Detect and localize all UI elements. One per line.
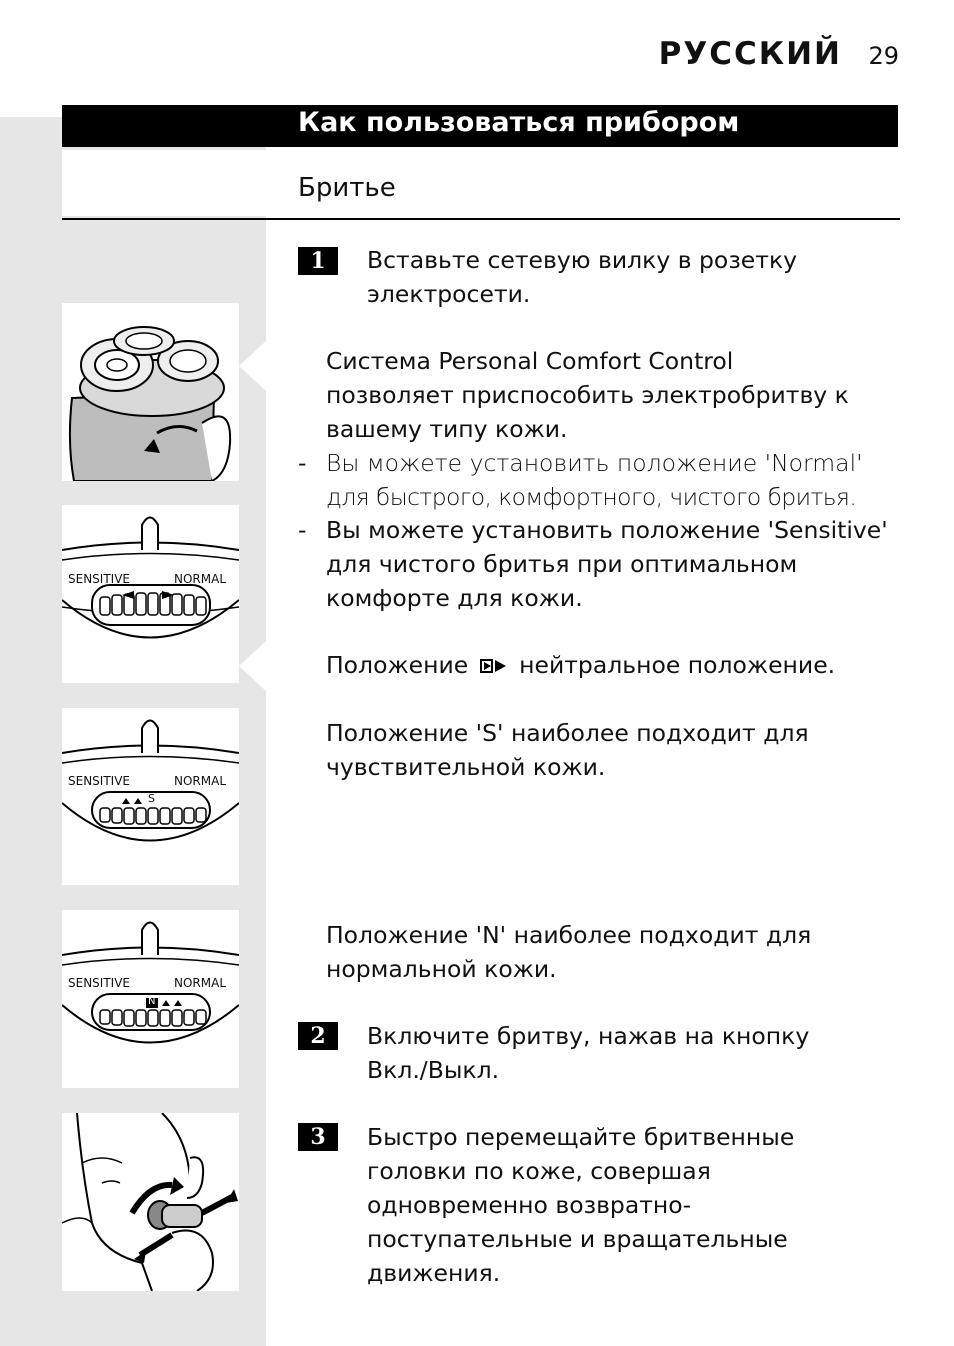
bullet-line: для быстрого, комфортного, чистого бритья. (326, 483, 857, 511)
step-1-text (367, 243, 797, 311)
callout-pointer (239, 340, 267, 392)
step-2-line: Включите бритву, нажав на кнопку (367, 1022, 810, 1050)
neutral-label: Положение (326, 651, 469, 679)
step-1-line: электросети. (367, 280, 531, 308)
neutral-position-icon (480, 658, 508, 674)
bullet-dash: - (298, 516, 307, 544)
s-position-text (326, 716, 809, 784)
step-3-line: головки по коже, совершая (367, 1157, 711, 1185)
dial-label-sensitive: SENSITIVE (68, 572, 130, 586)
dial-label-sensitive: SENSITIVE (68, 774, 130, 788)
callout-pointer (239, 640, 267, 692)
divider-rule (62, 218, 900, 220)
dial-s-illustration (62, 708, 239, 885)
pcc-line: вашему типу кожи. (326, 415, 568, 443)
neutral-position-text (326, 648, 835, 682)
bullet-line: комфорте для кожи. (326, 584, 583, 612)
step-3-text (367, 1120, 794, 1290)
dial-n-illustration (62, 910, 239, 1088)
step-3-line: Быстро перемещайте бритвенные (367, 1123, 795, 1151)
step-3-line: поступательные и вращательные (367, 1225, 788, 1253)
section-title: Как пользоваться прибором (298, 107, 740, 138)
shaver-dial-illustration (62, 303, 239, 481)
face-shaving-icon (62, 1113, 239, 1291)
shaver-head-icon (62, 303, 239, 481)
face-shaving-illustration (62, 1113, 239, 1291)
dial-label-normal: NORMAL (174, 774, 227, 788)
sub-heading: Бритье (298, 173, 396, 203)
pcc-line: позволяет приспособить электробритву к (326, 381, 849, 409)
language-title: РУССКИЙ (658, 36, 842, 72)
step-2-line: Вкл./Выкл. (367, 1056, 500, 1084)
n-position-text (326, 918, 811, 986)
neutral-desc: нейтральное положение. (519, 651, 836, 679)
dial-neutral-illustration (62, 505, 239, 683)
dial-mark-n: N (148, 996, 156, 1007)
dial-label-normal: NORMAL (174, 572, 227, 586)
s-position-line: чувствительной кожи. (326, 753, 606, 781)
s-position-line: Положение 'S' наиболее подходит для (326, 719, 809, 747)
pcc-paragraph (326, 344, 849, 446)
dial-mark-s: S (148, 792, 155, 805)
bullet-line: Вы можете установить положение 'Normal' (326, 449, 863, 477)
step-1-line: Вставьте сетевую вилку в розетку (367, 246, 798, 274)
bullet-dash: - (298, 449, 307, 477)
step-3-line: одновременно возвратно- (367, 1191, 692, 1219)
step-3-badge: 3 (298, 1123, 338, 1151)
page-number: 29 (868, 42, 899, 70)
bullet-line: для чистого бритья при оптимальном (326, 550, 798, 578)
dial-label-normal: NORMAL (174, 976, 227, 990)
step-2-badge: 2 (298, 1022, 338, 1050)
n-position-line: Положение 'N' наиболее подходит для (326, 921, 812, 949)
bullet-normal (326, 446, 863, 514)
bullet-sensitive (326, 513, 888, 615)
sidebar-top-cutout (62, 150, 266, 216)
bullet-line: Вы можете установить положение 'Sensitive' (326, 516, 888, 544)
dial-label-sensitive: SENSITIVE (68, 976, 130, 990)
dial-icon (62, 505, 239, 683)
step-2-text (367, 1019, 809, 1087)
n-position-line: нормальной кожи. (326, 955, 557, 983)
pcc-line: Система Personal Comfort Control (326, 347, 734, 375)
step-3-line: движения. (367, 1259, 501, 1287)
step-1-badge: 1 (298, 247, 338, 275)
